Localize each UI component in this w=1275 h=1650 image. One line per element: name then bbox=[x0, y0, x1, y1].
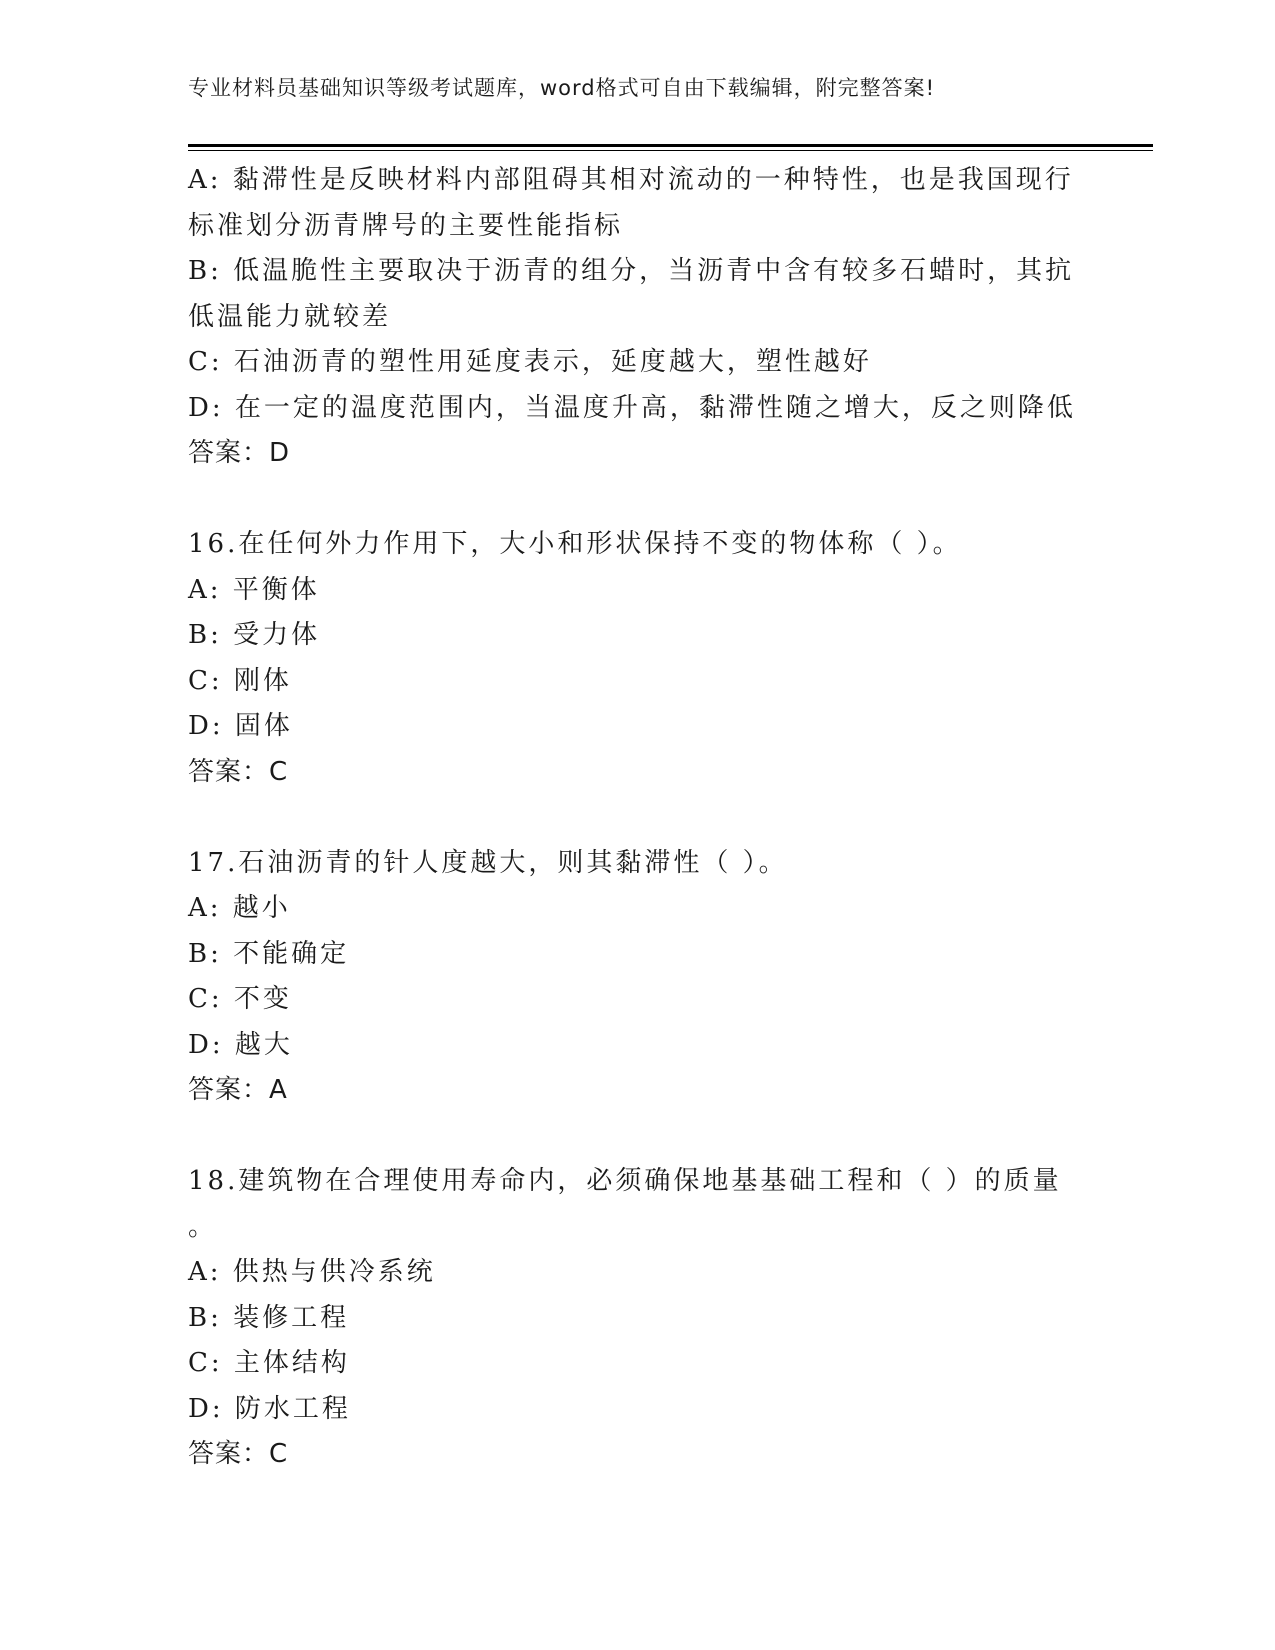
q15-answer: 答案：D bbox=[188, 438, 291, 468]
document-header: 专业材料员基础知识等级考试题库，word格式可自由下载编辑，附完整答案! bbox=[188, 76, 936, 100]
q16-option-c: C: 刚体 bbox=[188, 665, 292, 696]
q15-option-b-line2: 低温能力就较差 bbox=[188, 301, 392, 332]
q16-question: 16.在任何外力作用下，大小和形状保持不变的物体称（ ）。 bbox=[188, 529, 962, 559]
q16-option-b: B: 受力体 bbox=[188, 620, 321, 650]
q17-answer: 答案：A bbox=[188, 1075, 288, 1105]
q18-option-c: C: 主体结构 bbox=[188, 1348, 350, 1378]
header-rule-thick bbox=[188, 144, 1153, 147]
spacer bbox=[188, 795, 1088, 841]
spacer bbox=[188, 1114, 1088, 1160]
document-body bbox=[188, 158, 1088, 1478]
question-16-block bbox=[188, 522, 1088, 795]
q18-question-line2: 。 bbox=[188, 1211, 218, 1242]
question-17-block bbox=[188, 841, 1088, 1114]
question-15-block bbox=[188, 158, 1088, 477]
q16-answer: 答案：C bbox=[188, 756, 289, 787]
q17-question: 17.石油沥青的针人度越大，则其黏滞性（ ）。 bbox=[188, 847, 788, 878]
q17-option-b: B: 不能确定 bbox=[188, 938, 350, 969]
q16-option-d: D: 固体 bbox=[188, 711, 293, 741]
question-18-block bbox=[188, 1159, 1088, 1478]
q18-question-line1: 18.建筑物在合理使用寿命内，必须确保地基基础工程和（ ）的质量 bbox=[188, 1166, 1062, 1196]
q16-option-a: A: 平衡体 bbox=[188, 574, 320, 605]
q15-option-d: D: 在一定的温度范围内，当温度升高，黏滞性随之增大，反之则降低 bbox=[188, 392, 1076, 423]
spacer bbox=[188, 477, 1088, 523]
q17-option-d: D: 越大 bbox=[188, 1029, 293, 1060]
q17-option-a: A: 越小 bbox=[188, 893, 291, 923]
q18-answer: 答案：C bbox=[188, 1439, 289, 1469]
q18-option-a: A: 供热与供冷系统 bbox=[188, 1257, 436, 1287]
q17-option-c: C: 不变 bbox=[188, 984, 292, 1014]
q15-option-a-line2: 标准划分沥青牌号的主要性能指标 bbox=[188, 210, 624, 241]
header-rule-thin bbox=[188, 150, 1153, 151]
q15-option-b-line1: B: 低温脆性主要取决于沥青的组分，当沥青中含有较多石蜡时，其抗 bbox=[188, 256, 1075, 286]
q18-option-b: B: 装修工程 bbox=[188, 1302, 350, 1333]
q18-option-d: D: 防水工程 bbox=[188, 1393, 351, 1424]
q15-option-a-line1: A: 黏滞性是反映材料内部阻碍其相对流动的一种特性，也是我国现行 bbox=[188, 165, 1074, 195]
q15-option-c: C: 石油沥青的塑性用延度表示，延度越大，塑性越好 bbox=[188, 347, 872, 377]
